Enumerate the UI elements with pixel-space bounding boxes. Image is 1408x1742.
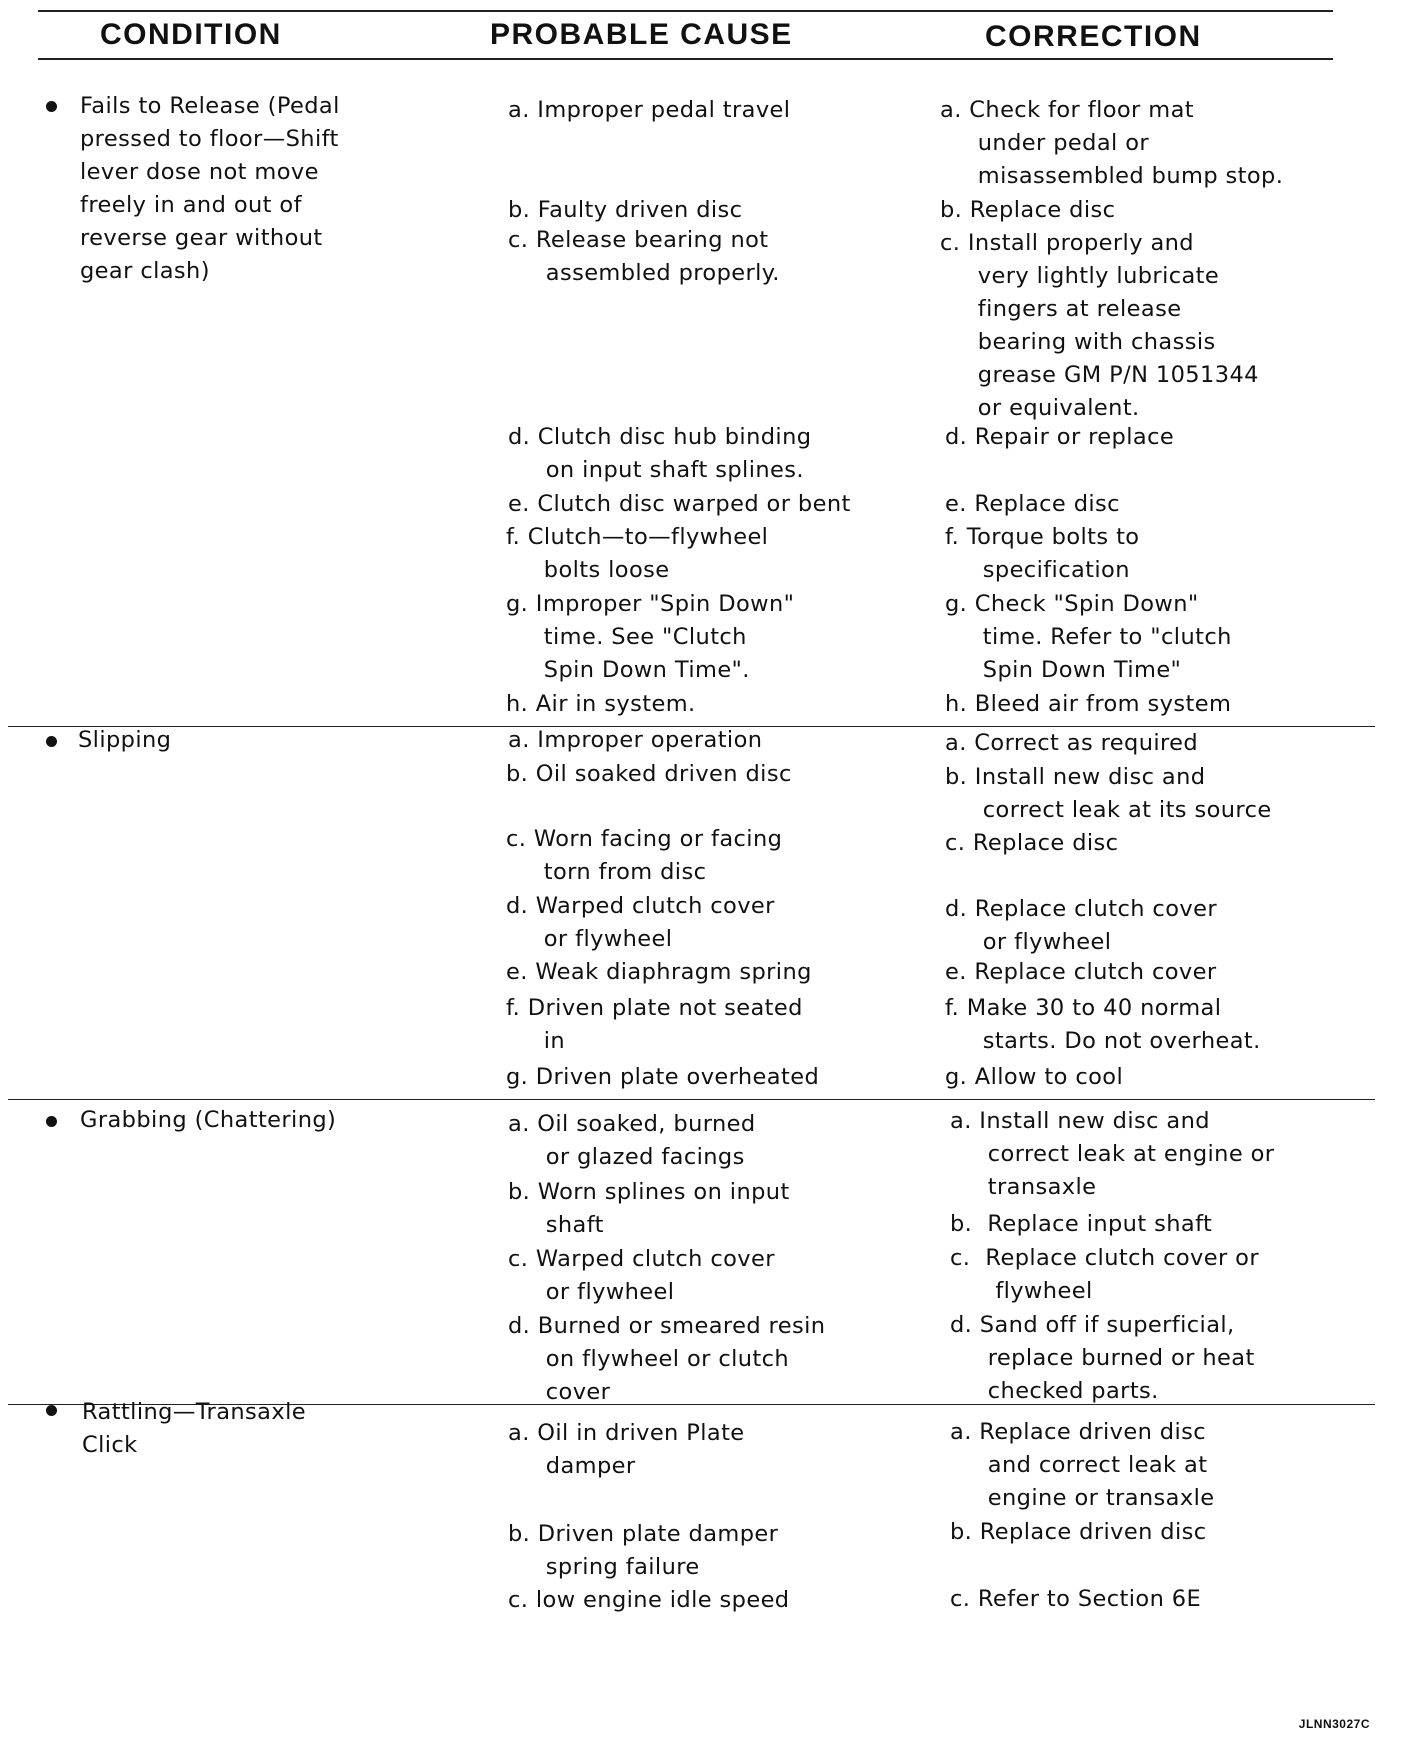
cause-1c: c. Release bearing not assembled properly. <box>508 227 780 286</box>
condition-bullet <box>46 736 57 747</box>
cause-1b: b. Faulty driven disc <box>508 197 743 223</box>
cause-1g: g. Improper "Spin Down" time. See "Clutch Spin Down Time". <box>506 591 795 683</box>
cause-1a: a. Improper pedal travel <box>508 97 791 123</box>
condition-bullet <box>46 1116 57 1127</box>
correction-2a: a. Correct as required <box>945 730 1199 756</box>
condition-grabbing: Grabbing (Chattering) <box>80 1107 337 1133</box>
cause-4c: c. low engine idle speed <box>508 1587 790 1613</box>
cause-3b: b. Worn splines on input shaft <box>508 1179 790 1238</box>
correction-4b: b. Replace driven disc <box>950 1519 1207 1545</box>
correction-1f: f. Torque bolts to specification <box>945 524 1140 583</box>
correction-2b: b. Install new disc and correct leak at its source <box>945 764 1272 823</box>
cause-2g: g. Driven plate overheated <box>506 1064 820 1090</box>
header-condition: CONDITION <box>100 18 282 51</box>
figure-code: JLNN3027C <box>1298 1717 1370 1731</box>
cause-3d: d. Burned or smeared resin on flywheel or clutch cover <box>508 1313 826 1405</box>
correction-1e: e. Replace disc <box>945 491 1120 517</box>
correction-1b: b. Replace disc <box>940 197 1116 223</box>
cause-1h: h. Air in system. <box>506 691 696 717</box>
correction-3d: d. Sand off if superficial, replace burned or heat checked parts. <box>950 1312 1255 1404</box>
correction-3a: a. Install new disc and correct leak at engine or transaxle <box>950 1108 1275 1200</box>
cause-1f: f. Clutch—to—flywheel bolts loose <box>506 524 769 583</box>
correction-2g: g. Allow to cool <box>945 1064 1124 1090</box>
cause-4b: b. Driven plate damper spring failure <box>508 1521 779 1580</box>
cause-4a: a. Oil in driven Plate damper <box>508 1420 745 1479</box>
correction-1a: a. Check for floor mat under pedal or misassembled bump stop. <box>940 97 1284 189</box>
correction-1g: g. Check "Spin Down" time. Refer to "clutch Spin Down Time" <box>945 591 1232 683</box>
header-top-rule <box>38 10 1333 12</box>
condition-rattling: Rattling—Transaxle Click <box>82 1399 306 1458</box>
correction-4a: a. Replace driven disc and correct leak at engine or transaxle <box>950 1419 1215 1511</box>
cause-2e: e. Weak diaphragm spring <box>506 959 812 985</box>
cause-2c: c. Worn facing or facing torn from disc <box>506 826 783 885</box>
correction-1d: d. Repair or replace <box>945 424 1175 450</box>
correction-2c: c. Replace disc <box>945 830 1119 856</box>
condition-slipping: Slipping <box>78 727 172 753</box>
header-correction: CORRECTION <box>985 20 1202 53</box>
cause-2a: a. Improper operation <box>508 727 763 753</box>
correction-1h: h. Bleed air from system <box>945 691 1232 717</box>
correction-1c: c. Install properly and very lightly lubricate fingers at release bearing with chassis grease GM P/N 1051344 or equivalent. <box>940 230 1259 421</box>
correction-3b: b. Replace input shaft <box>950 1211 1213 1237</box>
cause-2b: b. Oil soaked driven disc <box>506 761 792 787</box>
correction-2d: d. Replace clutch cover or flywheel <box>945 896 1217 955</box>
condition-bullet <box>46 101 57 112</box>
cause-3c: c. Warped clutch cover or flywheel <box>508 1246 775 1305</box>
condition-fails-to-release: Fails to Release (Pedal pressed to floor—Shift lever dose not move freely in and out of reverse gear without gear clash) <box>80 93 340 284</box>
header-probable-cause: PROBABLE CAUSE <box>490 18 793 51</box>
section-divider <box>8 1099 1375 1100</box>
correction-3c: c. Replace clutch cover or flywheel <box>950 1245 1259 1304</box>
cause-2d: d. Warped clutch cover or flywheel <box>506 893 775 952</box>
cause-3a: a. Oil soaked, burned or glazed facings <box>508 1111 756 1170</box>
condition-bullet <box>46 1405 57 1416</box>
cause-1d: d. Clutch disc hub binding on input shaft splines. <box>508 424 812 483</box>
correction-4c: c. Refer to Section 6E <box>950 1586 1202 1612</box>
cause-2f: f. Driven plate not seated in <box>506 995 803 1054</box>
correction-2e: e. Replace clutch cover <box>945 959 1217 985</box>
header-bottom-rule <box>38 58 1333 60</box>
correction-2f: f. Make 30 to 40 normal starts. Do not overheat. <box>945 995 1261 1054</box>
cause-1e: e. Clutch disc warped or bent <box>508 491 851 517</box>
